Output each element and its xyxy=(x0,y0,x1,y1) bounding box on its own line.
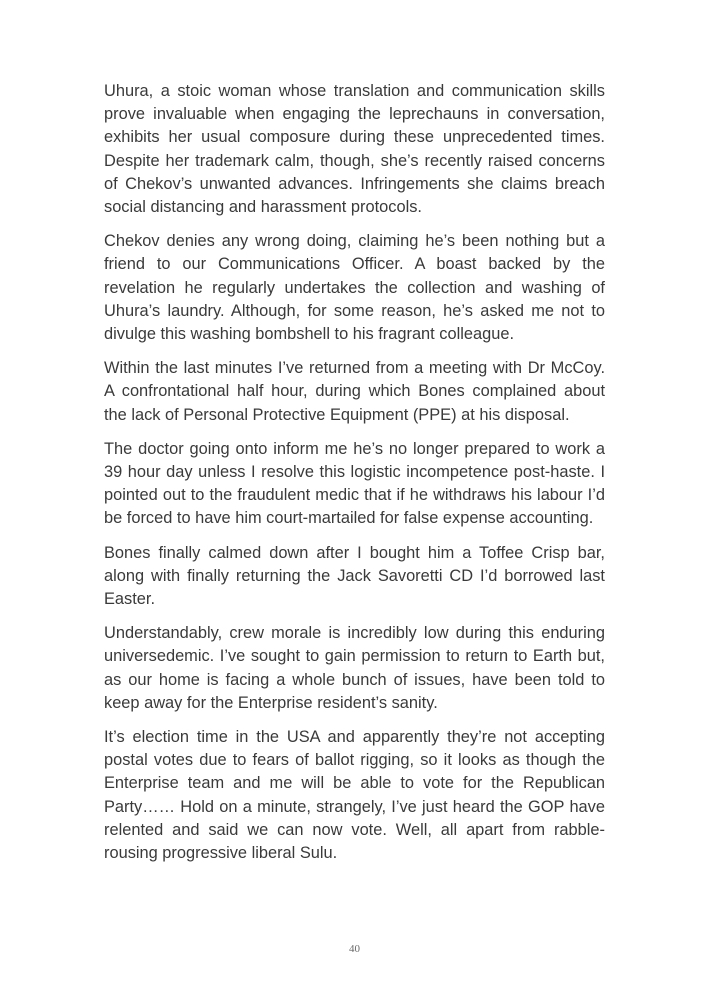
paragraph-uhura: Uhura, a stoic woman whose translation and communication skills prove invaluable when engaging the leprechauns in conversation, exhibits her usual composure during these unprecedented times. Despite her trademark calm, though, she’s recently raised concerns of Chekov’s unwanted advances. Infringements she claims breach social distancing and harassment protocols. xyxy=(104,82,605,217)
paragraph-mccoy-meeting: Within the last minutes I’ve returned from a meeting with Dr McCoy. A confrontational half hour, during which Bones complained about the lack of Personal Protective Equipment (PPE) at his disposal. xyxy=(104,359,605,424)
paragraph-bones-calmed: Bones finally calmed down after I bought him a Toffee Crisp bar, along with finally returning the Jack Savoretti CD I’d borrowed last Easter. xyxy=(104,543,605,609)
paragraph-election: It’s election time in the USA and apparently they’re not accepting postal votes due to fears of ballot rigging, so it looks as though the Enterprise team and me will be able to vote for the Republican Party…… Hold on a minute, strangely, I’ve just heard the GOP have relented and said we can now vote. Well, all apart from rabble-rousing progressive liberal Sulu. xyxy=(104,728,605,863)
paragraph-crew-morale: Understandably, crew morale is incredibly low during this enduring universedemic. I’ve sought to gain permission to return to Earth but, as our home is facing a whole bunch of issues, have been told to keep away for the Enterprise resident’s sanity. xyxy=(104,624,605,712)
body-text xyxy=(104,80,605,876)
page-number: 40 xyxy=(349,943,360,955)
paragraph-chekov: Chekov denies any wrong doing, claiming he’s been nothing but a friend to our Communications Officer. A boast backed by the revelation he regularly undertakes the collection and washing of Uhura’s laundry. Although, for some reason, he’s asked me not to divulge this washing bombshell to his fragrant colleague. xyxy=(104,232,605,344)
paragraph-doctor-ultimatum: The doctor going onto inform me he’s no longer prepared to work a 39 hour day unless I resolve this logistic incompetence post-haste. I pointed out to the fraudulent medic that if he withdraws his labour I’d be forced to have him court-martailed for false expense accounting. xyxy=(104,439,605,528)
